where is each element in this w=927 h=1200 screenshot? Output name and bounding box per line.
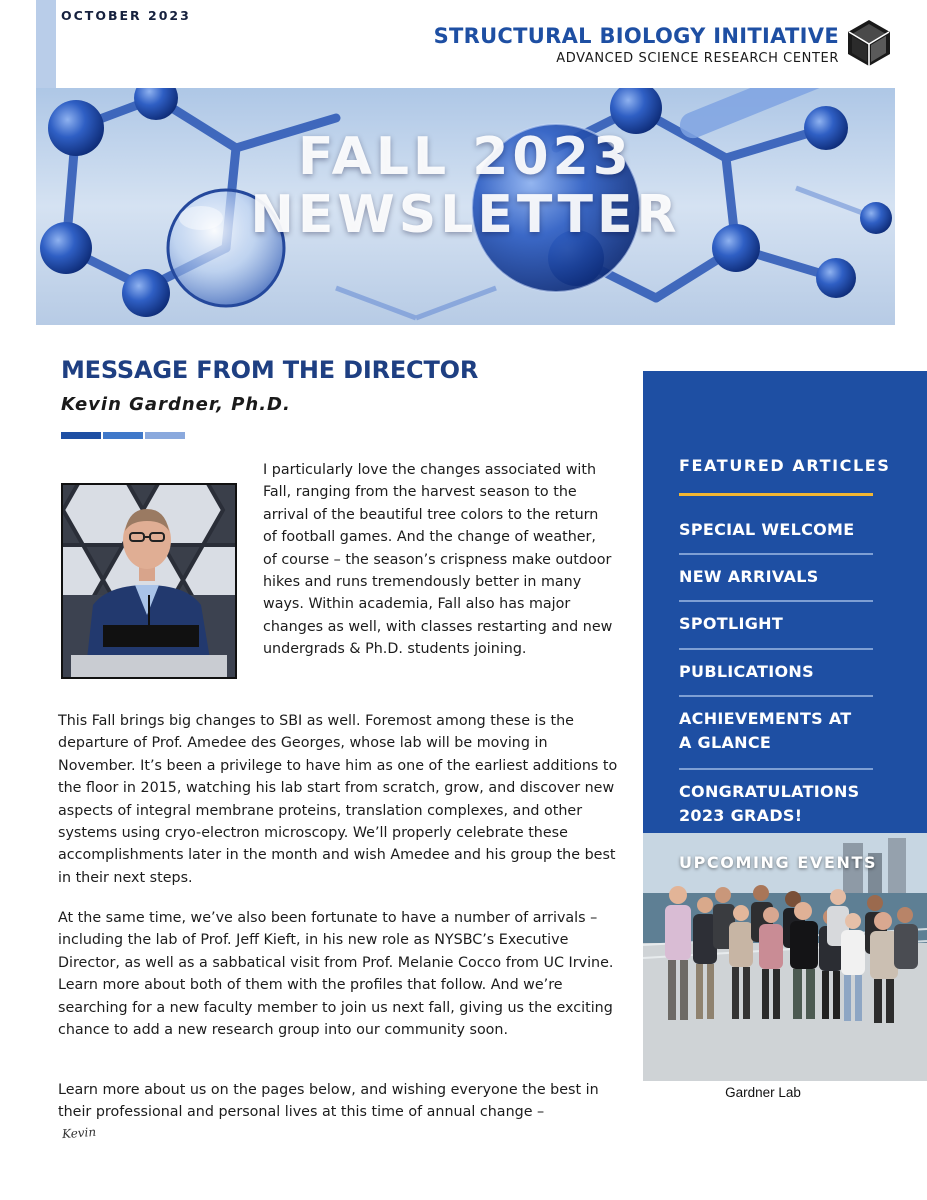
featured-heading-rule [679, 493, 873, 496]
sidebar-divider [679, 600, 873, 602]
hero-banner [36, 88, 895, 325]
sidebar-link-new-arrivals[interactable]: NEW ARRIVALS [679, 567, 819, 586]
sidebar-link-congratulations[interactable]: CONGRATULATIONS 2023 GRADS! [679, 782, 860, 825]
director-paragraph-4: Learn more about us on the pages below, and wishing everyone the best in their professional and personal lives at this time of annual change – [58, 1082, 599, 1121]
sidebar-divider [679, 553, 873, 555]
banner-title [36, 128, 895, 244]
org-subtitle: ADVANCED SCIENCE RESEARCH CENTER [556, 51, 839, 66]
photo-caption: Gardner Lab [725, 1085, 801, 1100]
issue-date: OCTOBER 2023 [61, 8, 191, 23]
sidebar-divider [679, 768, 873, 770]
sidebar-link-achievements[interactable]: ACHIEVEMENTS AT A GLANCE [679, 709, 852, 752]
underline-segment-3 [145, 432, 185, 439]
sidebar-link-special-welcome[interactable]: SPECIAL WELCOME [679, 520, 855, 539]
org-name: STRUCTURAL BIOLOGY INITIATIVE [433, 24, 839, 48]
director-paragraph-1: I particularly love the changes associated with Fall, ranging from the harvest season to the arrival of the beautiful tree colors to the return of football games. And the change of weather, of course – the season’s crispness make outdoor hikes and runs tremendously better in many ways. Within academia, Fall also has major changes as well, with classes restarting and new undergrads & Ph.D. students joining. [263, 462, 613, 658]
sidebar-link-publications[interactable]: PUBLICATIONS [679, 662, 814, 681]
banner-title-line-2: NEWSLETTER [250, 185, 681, 245]
featured-articles-heading: FEATURED ARTICLES [679, 456, 891, 475]
underline-segment-1 [61, 432, 101, 439]
upcoming-events-link[interactable]: UPCOMING EVENTS [679, 853, 878, 872]
cube-logo-icon [846, 18, 892, 68]
section-title: MESSAGE FROM THE DIRECTOR [61, 356, 479, 384]
sidebar-divider [679, 648, 873, 650]
title-underline [61, 432, 185, 439]
director-paragraph-2: This Fall brings big changes to SBI as well. Foremost among these is the departure of Prof. Amedee des Georges, whose lab will be moving in November. It’s been a privilege to have him as one of the earliest additions to the floor in 2015, watching his lab start from scratch, grow, and discover new aspects of integral membrane proteins, translation complexes, and other systems using cryo-electron microscopy. We’ll properly celebrate these accomplishments later in the month and wish Amedee and his group the best in their next steps. [58, 713, 618, 886]
director-photo [61, 483, 237, 679]
director-signature: Kevin [61, 1124, 97, 1142]
director-paragraph-3: At the same time, we’ve also been fortunate to have a number of arrivals – including the lab of Prof. Jeff Kieft, in his new role as NYSBC’s Executive Director, as well as a sabbatical visit from Prof. Melanie Cocco from UC Irvine. Learn more about both of them with the profiles that follow. And we’re searching for a new faculty member to join us next fall, giving us the exciting chance to add a new research group into our community soon. [58, 910, 614, 1039]
director-name: Kevin Gardner, Ph.D. [61, 394, 291, 415]
sidebar-divider [679, 695, 873, 697]
header-accent-bar [36, 0, 56, 88]
sidebar-link-spotlight[interactable]: SPOTLIGHT [679, 614, 784, 633]
banner-title-line-1: FALL 2023 [298, 127, 633, 187]
sidebar-panel [643, 371, 927, 833]
underline-segment-2 [103, 432, 143, 439]
